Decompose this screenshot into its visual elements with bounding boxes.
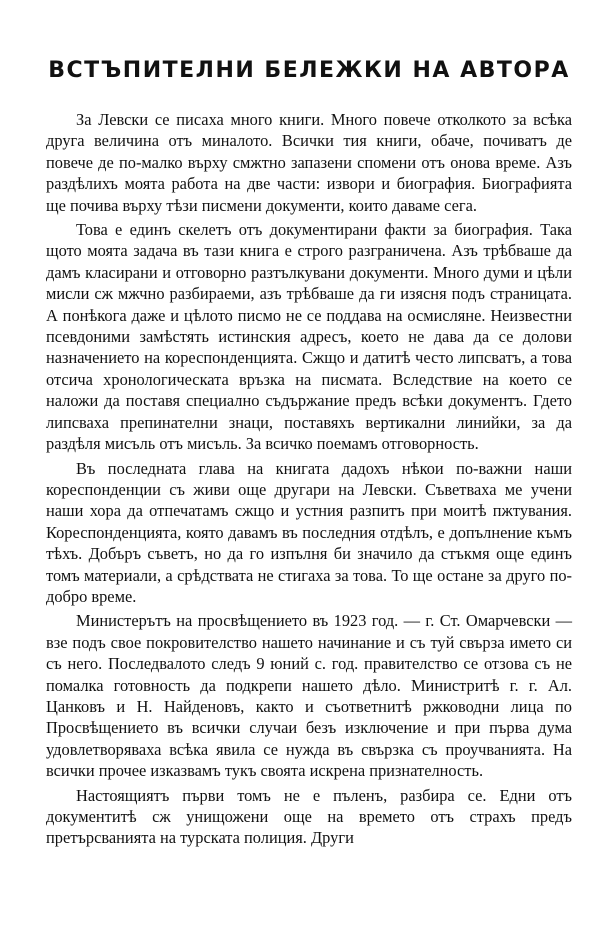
paragraph-4: Министерътъ на просвѣщението въ 1923 год. — г. Ст. Омарчевски — взе подъ свое покровителство нашето начинание и съ туй свърза името си съ него. Последвалото следъ 9 юний с. год. правителство се отзова съ не помалка готовность да подкрепи нашето дѣло. Министритѣ г. г. Ал. Цанковъ и Н. Найденовъ, както и съответнитѣ ржководни лица по Просвѣщението въ всички случаи безъ изключение и при първа дума удовлетворяваха всѣка явила се нужда въ свързка съ проучванията. На всички прочее изказвамъ тукъ своята искрена признателность. (46, 611, 572, 781)
body-text (46, 109, 572, 849)
paragraph-5: Настоящиятъ първи томъ не е пъленъ, разбира се. Едни отъ документитѣ сж унищожени още на времето отъ страхъ предъ претърсванията на турската полиция. Други (46, 785, 572, 848)
page-title: ВСТЪПИТЕЛНИ БЕЛЕЖКИ НА АВТОРА (48, 58, 570, 83)
paragraph-2: Това е единъ скелетъ отъ документирани факти за биография. Така щото моята задача въ тази книга е строго разграничена. Азъ трѣбваше да дамъ класирани и отговорно разтълкувани документи. Много думи и цѣли мисли сж мжчно разбираеми, азъ трѣбваше да ги изясня подъ страницата. А понѣкога даже и цѣлото писмо не се поддава на осмисляне. Неизвестни псевдоними замѣстять истинския адресъ, което не дава да се долови назначението на кореспонденцията. Сжщо и датитѣ често липсватъ, а това отсича хронологическата връзка на писмата. Вследствие на което се наложи да поставя специално съдържание предъ всѣки документъ. Гдето липсваха препинателни знаци, поставяхъ вертикални линийки, за да раздѣля мисъль отъ мисъль. За всичко поемамъ отговорность. (46, 220, 572, 454)
paragraph-1: За Левски се писаха много книги. Много повече отколкото за всѣка друга величина отъ миналото. Всички тия книги, обаче, почиватъ де повече де по-малко върху смжтно запазени спомени отъ онова време. Азъ раздѣлихъ моята работа на две части: извори и биография. Биографията ще почива върху тѣзи писмени документи, които даваме сега. (46, 110, 572, 215)
paragraph-3: Въ последната глава на книгата дадохъ нѣкои по-важни наши кореспонденции съ живи още другари на Левски. Съветваха ме учени наши хора да отпечатамъ сжщо и устния разпитъ при моитѣ пжтувания. Кореспонденцията, която давамъ въ последния отдѣлъ, е допълнение къмъ тѣхъ. Добъръ съветъ, но да го изпълня би значило да стъкмя още единъ томъ материали, а срѣдствата не стигаха за това. То ще остане за друго по-добро време. (46, 458, 572, 606)
